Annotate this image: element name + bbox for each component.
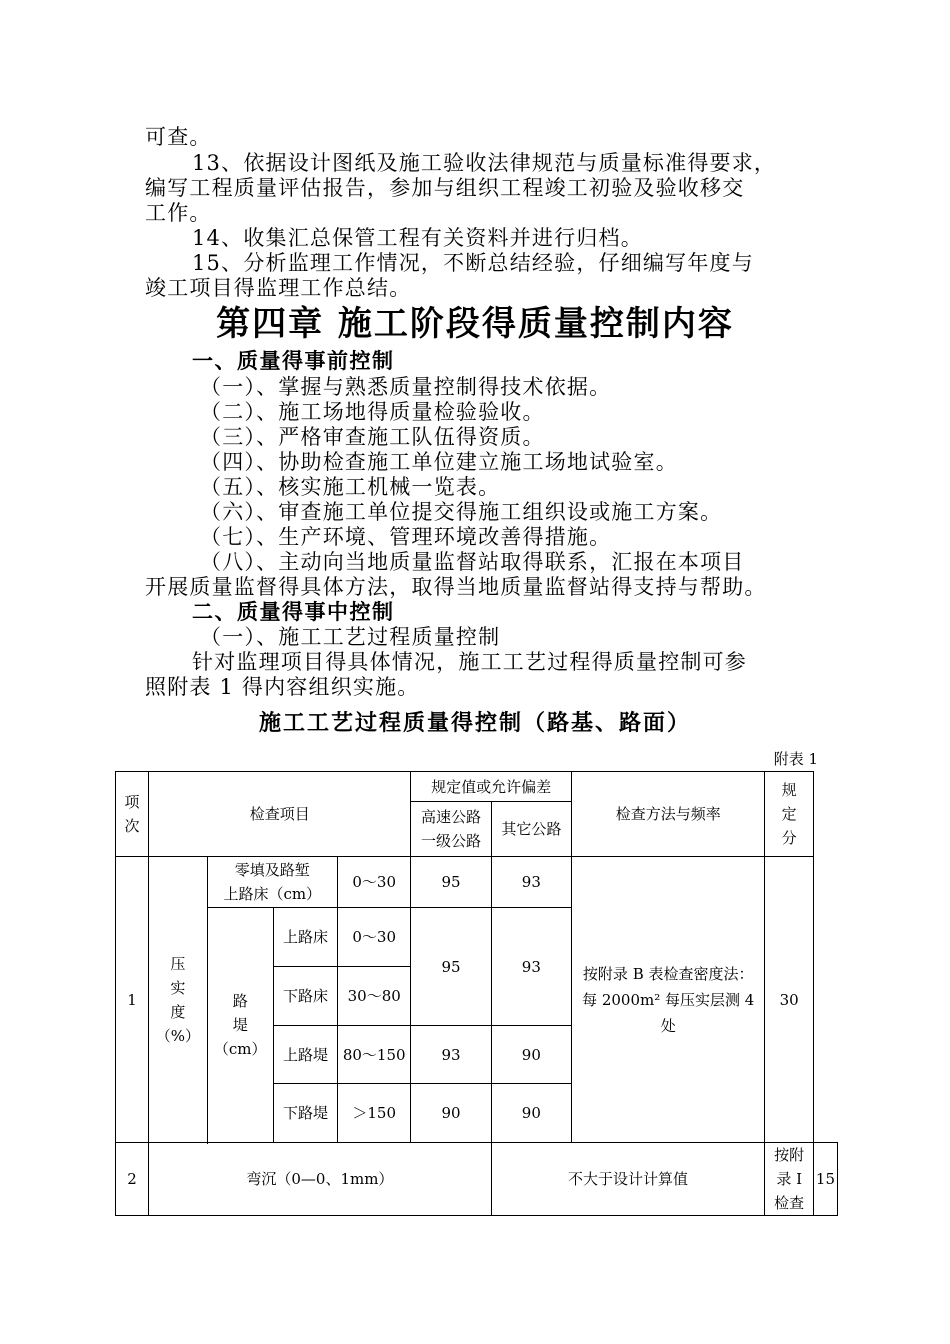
header-check-item: 检查项目 (149, 772, 411, 857)
score-cell: 30 (765, 857, 813, 1143)
header-method: 检查方法与频率 (571, 772, 764, 857)
paragraph-line: 开展质量监督得具体方法，取得当地质量监督站得支持与帮助。 (145, 575, 767, 599)
highway-value: 95 (411, 908, 491, 1026)
subitem-label: 下路床 (273, 967, 337, 1026)
row-no: 1 (116, 857, 149, 1143)
depth-range: 80～150 (338, 1026, 411, 1084)
chapter-title: 第四章 施工阶段得质量控制内容 (216, 304, 734, 344)
header-other-road: 其它公路 (491, 802, 571, 857)
paragraph-line: 15、分析监理工作情况，不断总结经验，仔细编写年度与 (192, 251, 754, 275)
list-item: （六）、审查施工单位提交得施工组织设或施工方案。 (200, 500, 723, 524)
depth-range: ＞150 (338, 1084, 411, 1143)
list-item: （四）、协助检查施工单位建立施工场地试验室。 (200, 450, 678, 474)
list-item: （五）、核实施工机械一览表。 (200, 475, 501, 499)
table-title: 施工工艺过程质量得控制（路基、路面） (258, 710, 691, 736)
subitem-label: 零填及路堑 上路床（cm） (207, 857, 338, 908)
highway-value: 93 (411, 1026, 491, 1084)
list-item: （八）、主动向当地质量监督站取得联系，汇报在本项目 (200, 550, 745, 574)
paragraph-line: 竣工项目得监理工作总结。 (145, 276, 412, 300)
list-item: （三）、严格审查施工队伍得资质。 (200, 425, 545, 449)
attachment-label: 附表 1 (773, 750, 818, 768)
list-item: （一）、施工工艺过程质量控制 (200, 625, 501, 649)
quality-control-table (115, 771, 838, 1216)
highway-value: 90 (411, 1084, 491, 1143)
list-item: （七）、生产环境、管理环境改善得措施。 (200, 525, 612, 549)
paragraph-line: 工作。 (145, 201, 212, 225)
highway-value: 95 (411, 857, 491, 908)
header-item-no: 项 次 (116, 772, 149, 857)
header-highway: 高速公路 一级公路 (411, 802, 491, 857)
paragraph-line: 照附表 1 得内容组织实施。 (145, 675, 420, 699)
subitem-label: 上路床 (273, 908, 337, 967)
paragraph-line: 14、收集汇总保管工程有关资料并进行归档。 (192, 226, 643, 250)
depth-range: 0～30 (338, 857, 411, 908)
other-value: 93 (491, 857, 571, 908)
deflection-item: 弯沉（0—0、1mm） (149, 1143, 492, 1216)
subitem-label: 上路堤 (273, 1026, 337, 1084)
paragraph-line: 针对监理项目得具体情况，施工工艺过程得质量控制可参 (192, 650, 747, 674)
paragraph-line: 13、依据设计图纸及施工验收法律规范与质量标准得要求， (192, 151, 777, 175)
section-heading: 二、质量得事中控制 (192, 599, 395, 624)
compaction-label: 压 实 度 （%） (149, 857, 207, 1143)
paragraph-line: 可查。 (145, 125, 212, 149)
list-item: （一）、掌握与熟悉质量控制得技术依据。 (200, 375, 612, 399)
method-cell: 按附录 B 表检查密度法： 每 2000m² 每压实层测 4 处 (571, 857, 764, 1143)
paragraph-line: 编写工程质量评估报告，参加与组织工程竣工初验及验收移交 (145, 176, 745, 200)
other-value: 93 (491, 908, 571, 1026)
subitem-label: 下路堤 (273, 1084, 337, 1143)
other-value: 90 (491, 1084, 571, 1143)
method-cell: 按附录 I 检查 (765, 1143, 813, 1216)
deflection-spec: 不大于设计计算值 (491, 1143, 765, 1216)
embankment-label: 路 堤 （cm） (207, 908, 273, 1143)
score-cell: 15 (813, 1143, 837, 1216)
header-spec: 规定值或允许偏差 (411, 772, 572, 802)
section-heading: 一、质量得事前控制 (192, 348, 395, 373)
other-value: 90 (491, 1026, 571, 1084)
depth-range: 30～80 (338, 967, 411, 1026)
row-no: 2 (116, 1143, 149, 1216)
header-score: 规 定 分 (765, 772, 813, 857)
list-item: （二）、施工场地得质量检验验收。 (200, 400, 545, 424)
depth-range: 0～30 (338, 908, 411, 967)
